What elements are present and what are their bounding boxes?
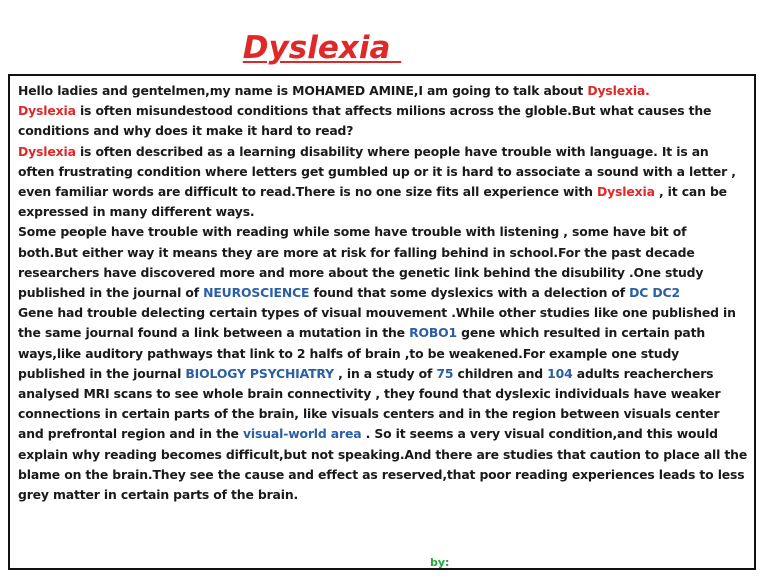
children-count: 75 bbox=[436, 365, 454, 381]
dyslexia-term: Dyslexia bbox=[18, 103, 76, 119]
dyslexia-term: Dyslexia. bbox=[587, 83, 650, 98]
dyslexia-term: Dyslexia bbox=[597, 184, 655, 200]
paragraph: Dyslexia is often described as a learning disability where people have trouble with language. It is an often frustrating condition where letters get gumbled up or it is hard to associate a sound with a letter , even familiar words are difficult to read.There is no one size fits all experience with Dyslexia , it can be expressed in many different ways. bbox=[18, 143, 736, 220]
content-box bbox=[8, 74, 756, 570]
dyslexia-term: Dyslexia bbox=[18, 143, 76, 159]
journal-name: BIOLOGY PSYCHIATRY bbox=[185, 365, 334, 381]
slide-title: Dyslexia bbox=[242, 30, 402, 66]
gene-name: ROBO1 bbox=[409, 325, 458, 341]
journal-name: NEUROSCIENCE bbox=[203, 285, 310, 301]
paragraph: Gene had trouble delecting certain types of visual mouvement .While other studies like one published in the same journal found a link between a mutation in the ROBO1 gene which resulted in certain path ways,like auditory pathways that link to 2 halfs of brain ,to be weakened.For example one study published in the journal BIOLOGY PSYCHIATRY , in a study of 75 children and 104 adults reacherchers analysed MRI scans to see whole brain connectivity , they found that dyslexic individuals have weaker connections in certain parts of the brain, like visuals centers and in the region between visuals center and prefrontal region and in the visual-world area . So it seems a very visual condition,and this would explain why reading becomes difficult,but not speaking.And there are studies that caution to place all the blame on the brain.They see the cause and effect as reserved,that poor reading experiences leads to less grey matter in certain parts of the brain. bbox=[18, 305, 748, 503]
brain-area-term: visual-world area bbox=[242, 426, 362, 442]
byline: by: bbox=[430, 556, 450, 569]
paragraph: Dyslexia is often misundestood conditions that affects milions across the globle.But what causes the conditions and why does it make it hard to read? bbox=[18, 103, 712, 139]
paragraph: Hello ladies and gentelmen,my name is MOHAMED AMINE,I am going to talk about Dyslexia. bbox=[18, 83, 650, 98]
paragraph: Some people have trouble with reading while some have trouble with listening , some have bit of both.But either way it means they are more at risk for falling behind in school.For the past decade researchers have discovered more and more about the genetic link behind the disubility .One study published in the journal of NEUROSCIENCE found that some dyslexics with a delection of DC DC2 bbox=[18, 224, 704, 301]
adults-count: 104 bbox=[547, 365, 573, 381]
body-text bbox=[18, 81, 748, 505]
gene-name: DC DC2 bbox=[629, 285, 680, 301]
